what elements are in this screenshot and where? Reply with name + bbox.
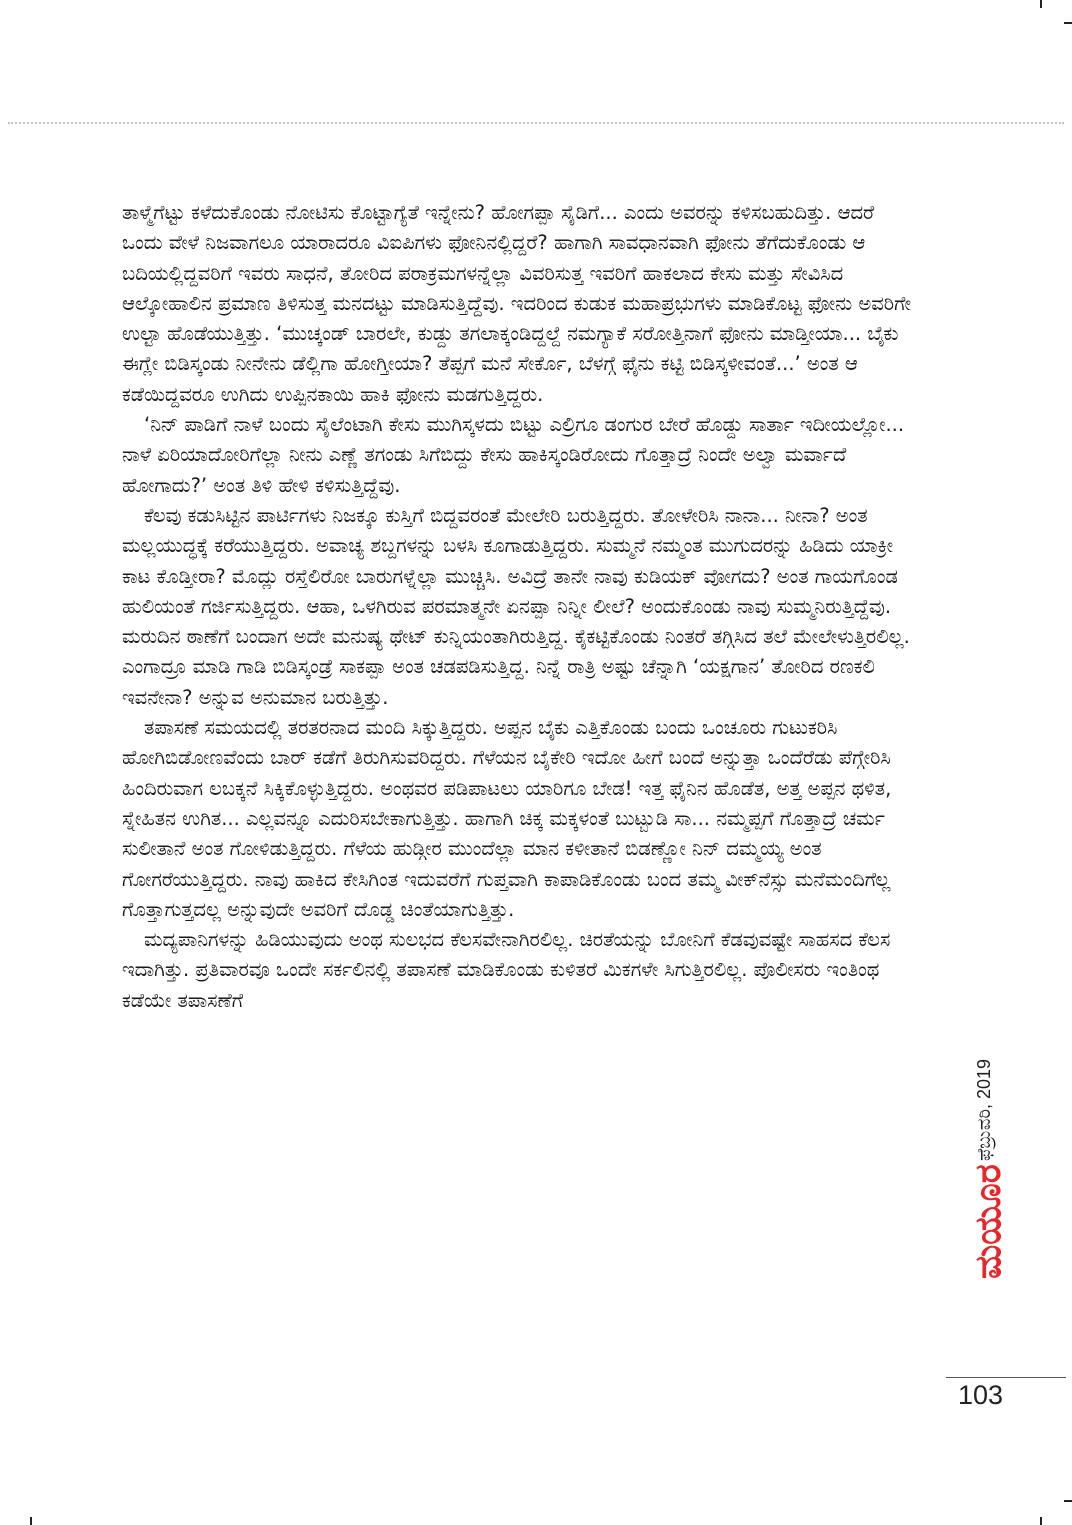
- crop-mark-top-right-h: [1064, 22, 1072, 24]
- issue-date: ಫೆಬ್ರುವರಿ, 2019: [974, 1058, 994, 1162]
- crop-mark-bottom-right: [1040, 1517, 1042, 1525]
- paragraph-1: ತಾಳ್ಮೆಗೆಟ್ಟು ಕಳೆದುಕೊಂಡು ನೋಟಿಸು ಕೊಟ್ಟಾಗ್ಯೆತೆ ಇನ್ನೇನು? ಹೋಗಪ್ಪಾ ಸೈಡಿಗೆ... ಎಂದು ಅವರನ್ನು ಕಳಿಸಬಹುದಿತ್ತು. ಆದರೆ ಒಂದು ವೇಳೆ ನಿಜವಾಗಲೂ ಯಾರಾದರೂ ವಿಐಪಿಗಳು ಫೋನಿನಲ್ಲಿದ್ದರೆ? ಹಾಗಾಗಿ ಸಾವಧಾನವಾಗಿ ಫೋನು ತೆಗೆದುಕೊಂಡು ಆ ಬದಿಯಲ್ಲಿದ್ದವರಿಗೆ ಇವರು ಸಾಧನೆ, ತೋರಿದ ಪರಾಕ್ರಮಗಳನ್ನೆಲ್ಲಾ ವಿವರಿಸುತ್ತ ಇವರಿಗೆ ಹಾಕಲಾದ ಕೇಸು ಮತ್ತು ಸೇವಿಸಿದ ಆಲ್ಕೋಹಾಲಿನ ಪ್ರಮಾಣ ತಿಳಿಸುತ್ತ ಮನದಟ್ಟು ಮಾಡಿಸುತ್ತಿದ್ದೆವು. ಇದರಿಂದ ಕುಡುಕ ಮಹಾಪ್ರಭುಗಳು ಮಾಡಿಕೊಟ್ಟ ಫೋನು ಅವರಿಗೇ ಉಲ್ಟಾ ಹೊಡೆಯುತ್ತಿತ್ತು. ‘ಮುಚ್ಕಂಡ್ ಬಾರಲೇ, ಕುಡ್ದು ತಗಲಾಕ್ಕಂಡಿದ್ದಲ್ದೆ ನಮಗ್ಯಾಕೆ ಸರೋತ್ತಿನಾಗೆ ಫೋನು ಮಾಡ್ತೀಯಾ... ಬೈಕು ಈಗ್ಲೇ ಬಿಡಿಸ್ಕಂಡು ನೀನೇನು ಡೆಲ್ಲಿಗಾ ಹೋಗ್ತೀಯಾ? ತೆಪ್ಪಗೆ ಮನೆ ಸೇರ್ಕೊ, ಬೆಳಗ್ಗೆ ಫೈನು ಕಟ್ಟಿ ಬಿಡಿಸ್ಕಳೀವಂತೆ...’ ಅಂತ ಆ ಕಡೆಯಿದ್ದವರೂ ಉಗಿದು ಉಪ್ಪಿನಕಾಯಿ ಹಾಕಿ ಫೋನು ಮಡಗುತ್ತಿದ್ದರು.: [122, 201, 912, 406]
- paragraph-5: ಮದ್ಯಪಾನಿಗಳನ್ನು ಹಿಡಿಯುವುದು ಅಂಥ ಸುಲಭದ ಕೆಲಸವೇನಾಗಿರಲಿಲ್ಲ. ಚಿರತೆಯನ್ನು ಬೋನಿಗೆ ಕೆಡವುವಷ್ಟೇ ಸಾಹಸದ ಕೆಲಸ ಇದಾಗಿತ್ತು. ಪ್ರತಿವಾರವೂ ಒಂದೇ ಸರ್ಕಲಿನಲ್ಲಿ ತಪಾಸಣೆ ಮಾಡಿಕೊಂಡು ಕುಳಿತರೆ ಮಿಕಗಳೇ ಸಿಗುತ್ತಿರಲಿಲ್ಲ. ಪೊಲೀಸರು ಇಂತಿಂಥ ಕಡೆಯೇ ತಪಾಸಣೆಗೆ: [122, 928, 891, 1012]
- crop-mark-bottom-right-h: [1064, 1500, 1072, 1502]
- crop-mark-top-right: [1040, 0, 1042, 8]
- page-number: 103: [958, 1380, 1004, 1410]
- paragraph-2: ‘ನಿನ್ ಪಾಡಿಗೆ ನಾಳೆ ಬಂದು ಸೈಲೆಂಟಾಗಿ ಕೇಸು ಮುಗಿಸ್ಕಳದು ಬಿಟ್ಟು ಎಲ್ರಿಗೂ ಡಂಗುರ ಬೇರೆ ಹೊಡ್ದು ಸಾರ್ತಾ ಇದೀಯಲ್ಲೋ... ನಾಳೆ ಏರಿಯಾದೋರಿಗೆಲ್ಲಾ ನೀನು ಎಣ್ಣೆ ತಗಂಡು ಸಿಗೆಬಿದ್ದು ಕೇಸು ಹಾಕಿಸ್ಕಂಡಿರೋದು ಗೊತ್ತಾದ್ರೆ ನಿಂದೇ ಅಲ್ವಾ ಮರ್ವಾದೆ ಹೋಗಾದು?’ ಅಂತ ತಿಳಿ ಹೇಳಿ ಕಳಿಸುತ್ತಿದ್ದೆವು.: [122, 413, 905, 497]
- article-body: [122, 198, 912, 1016]
- crop-mark-bottom-left: [30, 1517, 32, 1525]
- header-dotted-rule: [8, 122, 1064, 124]
- paragraph-4: ತಪಾಸಣೆ ಸಮಯದಲ್ಲಿ ತರತರನಾದ ಮಂದಿ ಸಿಕ್ಕುತ್ತಿದ್ದರು. ಅಪ್ಪನ ಬೈಕು ಎತ್ತಿಕೊಂಡು ಬಂದು ಒಂಚೂರು ಗುಟುಕರಿಸಿ ಹೋಗಿಬಿಡೋಣವೆಂದು ಬಾರ್ ಕಡೆಗೆ ತಿರುಗಿಸುವರಿದ್ದರು. ಗೆಳೆಯನ ಬೈಕೇರಿ ಇದೋ ಹೀಗೆ ಬಂದೆ ಅನ್ನುತ್ತಾ ಒಂದೆರೆಡು ಪೆಗ್ಗೇರಿಸಿ ಹಿಂದಿರುವಾಗ ಲಬಕ್ಕನೆ ಸಿಕ್ಕಿಕೊಳ್ಳುತ್ತಿದ್ದರು. ಅಂಥವರ ಪಡಿಪಾಟಲು ಯಾರಿಗೂ ಬೇಡ! ಇತ್ತ ಫೈನಿನ ಹೊಡೆತ, ಅತ್ತ ಅಪ್ಪನ ಥಳಿತ, ಸ್ನೇಹಿತನ ಉಗಿತ... ಎಲ್ಲವನ್ನೂ ಎದುರಿಸಬೇಕಾಗುತ್ತಿತ್ತು. ಹಾಗಾಗಿ ಚಿಕ್ಕ ಮಕ್ಕಳಂತೆ ಬುಟ್ಬುಡಿ ಸಾ... ನಮ್ಮಪ್ಪಗೆ ಗೊತ್ತಾದ್ರೆ ಚರ್ಮ ಸುಲೀತಾನೆ ಅಂತ ಗೋಳಿಡುತ್ತಿದ್ದರು. ಗೆಳೆಯ ಹುಡ್ಗೀರ ಮುಂದೆಲ್ಲಾ ಮಾನ ಕಳೀತಾನೆ ಬಿಡಣ್ಣೋ ನಿನ್ ದಮ್ಮಯ್ಯ ಅಂತ ಗೋಗರೆಯುತ್ತಿದ್ದರು. ನಾವು ಹಾಕಿದ ಕೇಸಿಗಿಂತ ಇದುವರೆಗೆ ಗುಪ್ತವಾಗಿ ಕಾಪಾಡಿಕೊಂಡು ಬಂದ ತಮ್ಮ ವೀಕ್‌ನೆಸ್ಸು ಮನೆಮಂದಿಗೆಲ್ಲ ಗೊತ್ತಾಗುತ್ತದಲ್ಲ ಅನ್ನುವುದೇ ಅವರಿಗೆ ದೊಡ್ಡ ಚಿಂತೆಯಾಗುತ್ತಿತ್ತು.: [122, 716, 892, 921]
- paragraph-3: ಕೆಲವು ಕಡುಸಿಟ್ಟಿನ ಪಾರ್ಟಿಗಳು ನಿಜಕ್ಕೂ ಕುಸ್ತಿಗೆ ಬಿದ್ದವರಂತೆ ಮೇಲೇರಿ ಬರುತ್ತಿದ್ದರು. ತೋಳೇರಿಸಿ ನಾನಾ... ನೀನಾ? ಅಂತ ಮಲ್ಲಯುದ್ಧಕ್ಕೆ ಕರೆಯುತ್ತಿದ್ದರು. ಅವಾಚ್ಯ ಶಬ್ದಗಳನ್ನು ಬಳಸಿ ಕೂಗಾಡುತ್ತಿದ್ದರು. ಸುಮ್ಮನೆ ನಮ್ಮಂತ ಮುಗುದರನ್ನು ಹಿಡಿದು ಯಾಕ್ರೀ ಕಾಟ ಕೊಡ್ತೀರಾ? ಮೊದ್ಲು ರಸ್ತೆಲಿರೋ ಬಾರುಗಳ್ನೆಲ್ಲಾ ಮುಚ್ಚಿಸಿ. ಅವಿದ್ರೆ ತಾನೇ ನಾವು ಕುಡಿಯಕ್ ವೋಗದು? ಅಂತ ಗಾಯಗೊಂಡ ಹುಲಿಯಂತೆ ಗರ್ಜಿಸುತ್ತಿದ್ದರು. ಆಹಾ, ಒಳಗಿರುವ ಪರಮಾತ್ಮನೇ ಏನಪ್ಪಾ ನಿನ್ನೀ ಲೀಲೆ? ಅಂದುಕೊಂಡು ನಾವು ಸುಮ್ಮನಿರುತ್ತಿದ್ದೆವು. ಮರುದಿನ ಠಾಣೆಗೆ ಬಂದಾಗ ಅದೇ ಮನುಷ್ಯ ಥೇಟ್ ಕುನ್ನಿಯಂತಾಗಿರುತ್ತಿದ್ದ. ಕೈಕಟ್ಟಿಕೊಂಡು ನಿಂತರೆ ತಗ್ಗಿಸಿದ ತಲೆ ಮೇಲೇಳುತ್ತಿರಲಿಲ್ಲ. ಎಂಗಾದ್ರೂ ಮಾಡಿ ಗಾಡಿ ಬಿಡಿಸ್ಕಂಡ್ರೆ ಸಾಕಪ್ಪಾ ಅಂತ ಚಡಪಡಿಸುತ್ತಿದ್ದ. ನಿನ್ನೆ ರಾತ್ರಿ ಅಷ್ಟು ಚೆನ್ನಾಗಿ ‘ಯಕ್ಷಗಾನ’ ತೋರಿದ ರಣಕಲಿ ಇವನೇನಾ? ಅನ್ನುವ ಅನುಮಾನ ಬರುತ್ತಿತ್ತು.: [122, 503, 910, 709]
- magazine-logo: ಮಯೂರ: [968, 1164, 1009, 1279]
